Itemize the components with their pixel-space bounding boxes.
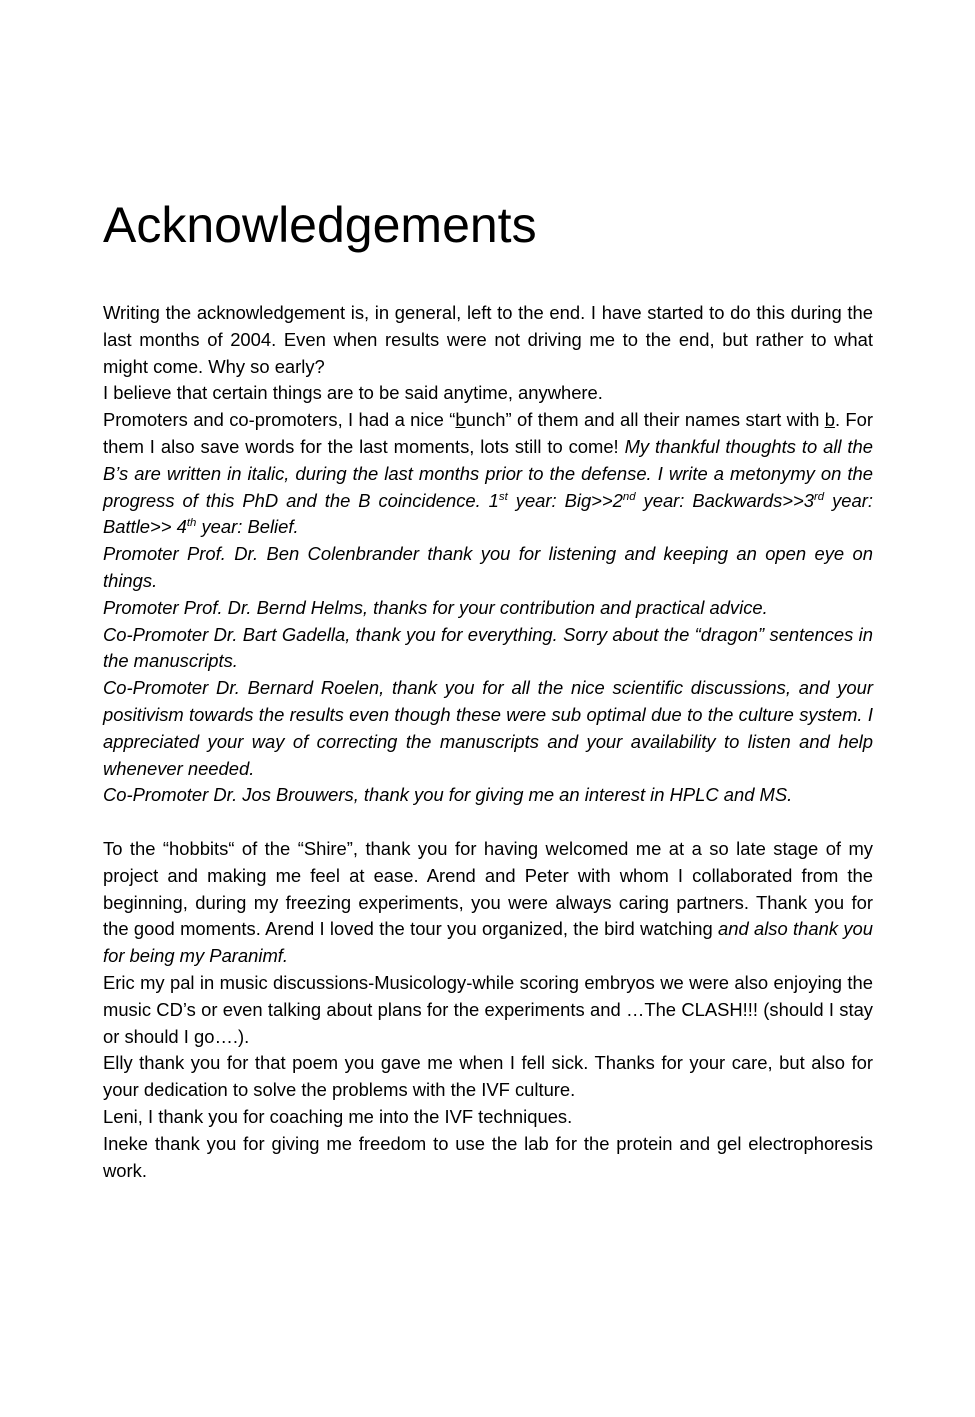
leni-text: Leni, I thank you for coaching me into the IVF techniques. bbox=[103, 1105, 573, 1127]
promoters-italic-part4: year: Battle>> 4 bbox=[103, 489, 873, 538]
paragraph-intro-text: Writing the acknowledgement is, in general, left to the end. I have started to do this during the last months of 2004. Even when results were not driving me to the end, but rather to what might come. Why so early? bbox=[103, 302, 873, 377]
ordinal-suffix-third: rd bbox=[814, 490, 825, 503]
eric-text: Eric my pal in music discussions-Musicology-while scoring embryos we were also enjoying the music CD’s or even talking about plans for the experiments and …The CLASH!!! (should I stay or should I go….). bbox=[103, 971, 873, 1047]
promoters-text-part3: . For them I also save words for the last moments, lots still to come! bbox=[103, 409, 873, 457]
paragraph-intro bbox=[103, 300, 873, 380]
promoters-italic-part2: year: Big>>2 bbox=[507, 489, 623, 511]
underlined-b-second: b bbox=[824, 409, 835, 431]
paragraph-promoters-b bbox=[103, 407, 873, 541]
promoters-italic-part1: My thankful thoughts to all the B’s are written in italic, during the last months prior to the defense. I write a metonymy on the progress of this PhD and the B coincidence. 1 bbox=[103, 435, 873, 511]
copromoter-brouwers-text: Co-Promoter Dr. Jos Brouwers, thank you for giving me an interest in HPLC and MS. bbox=[103, 784, 793, 806]
promoters-italic-part3: year: Backwards>>3 bbox=[635, 489, 815, 511]
paragraph-promoter-helms bbox=[103, 595, 873, 622]
hobbits-paranimf-italic: and also thank you for being my Paranimf. bbox=[103, 918, 873, 967]
paragraph-eric bbox=[103, 970, 873, 1050]
section-spacer bbox=[103, 809, 873, 836]
promoter-colenbrander-text: Promoter Prof. Dr. Ben Colenbrander thank you for listening and keeping an open eye on things. bbox=[103, 543, 873, 591]
promoters-text-part1: Promoters and co-promoters, I had a nice “ bbox=[103, 409, 456, 431]
page-title: Acknowledgements bbox=[103, 197, 537, 253]
ordinal-suffix-first: st bbox=[498, 490, 508, 503]
paragraph-elly bbox=[103, 1050, 873, 1104]
paragraph-promoter-colenbrander bbox=[103, 541, 873, 595]
paragraph-copromoter-gadella bbox=[103, 622, 873, 676]
paragraph-ineke bbox=[103, 1131, 873, 1185]
paragraph-copromoter-roelen bbox=[103, 675, 873, 782]
hobbits-text: To the “hobbits“ of the “Shire”, thank you for having welcomed me at a so late stage of my project and making me feel at ease. Arend and Peter with whom I collaborated from the beginning, during my freezing experiments, you were always caring partners. Thank you for the good moments. Arend I loved the tour you organized, the bird watching bbox=[103, 837, 873, 940]
copromoter-roelen-text: Co-Promoter Dr. Bernard Roelen, thank you for all the nice scientific discussions, and your positivism towards the results even though these were sub optimal due to the culture system. I appreciated your way of correcting the manuscripts and your availability to listen and help whenever needed. bbox=[103, 677, 873, 779]
paragraph-leni bbox=[103, 1104, 873, 1131]
paragraph-hobbits bbox=[103, 836, 873, 970]
promoter-helms-text: Promoter Prof. Dr. Bernd Helms, thanks for your contribution and practical advice. bbox=[103, 596, 768, 618]
ordinal-suffix-second: nd bbox=[622, 490, 636, 503]
elly-text: Elly thank you for that poem you gave me when I fell sick. Thanks for your care, but also for your dedication to solve the problems with the IVF culture. bbox=[103, 1052, 873, 1101]
ineke-text: Ineke thank you for giving me freedom to use the lab for the protein and gel electrophoresis work. bbox=[103, 1132, 873, 1181]
body-text bbox=[103, 300, 873, 1184]
paragraph-belief bbox=[103, 380, 873, 407]
promoters-text-part2: unch” of them and all their names start with bbox=[465, 409, 825, 431]
ordinal-suffix-fourth: th bbox=[186, 517, 197, 530]
document-content bbox=[103, 196, 873, 1184]
underlined-b-first: b bbox=[455, 409, 466, 431]
promoters-italic-part5: year: Belief. bbox=[196, 516, 299, 538]
paragraph-copromoter-brouwers bbox=[103, 782, 873, 809]
paragraph-belief-text: I believe that certain things are to be said anytime, anywhere. bbox=[103, 382, 603, 404]
copromoter-gadella-text: Co-Promoter Dr. Bart Gadella, thank you for everything. Sorry about the “dragon” sentences in the manuscripts. bbox=[103, 623, 873, 672]
